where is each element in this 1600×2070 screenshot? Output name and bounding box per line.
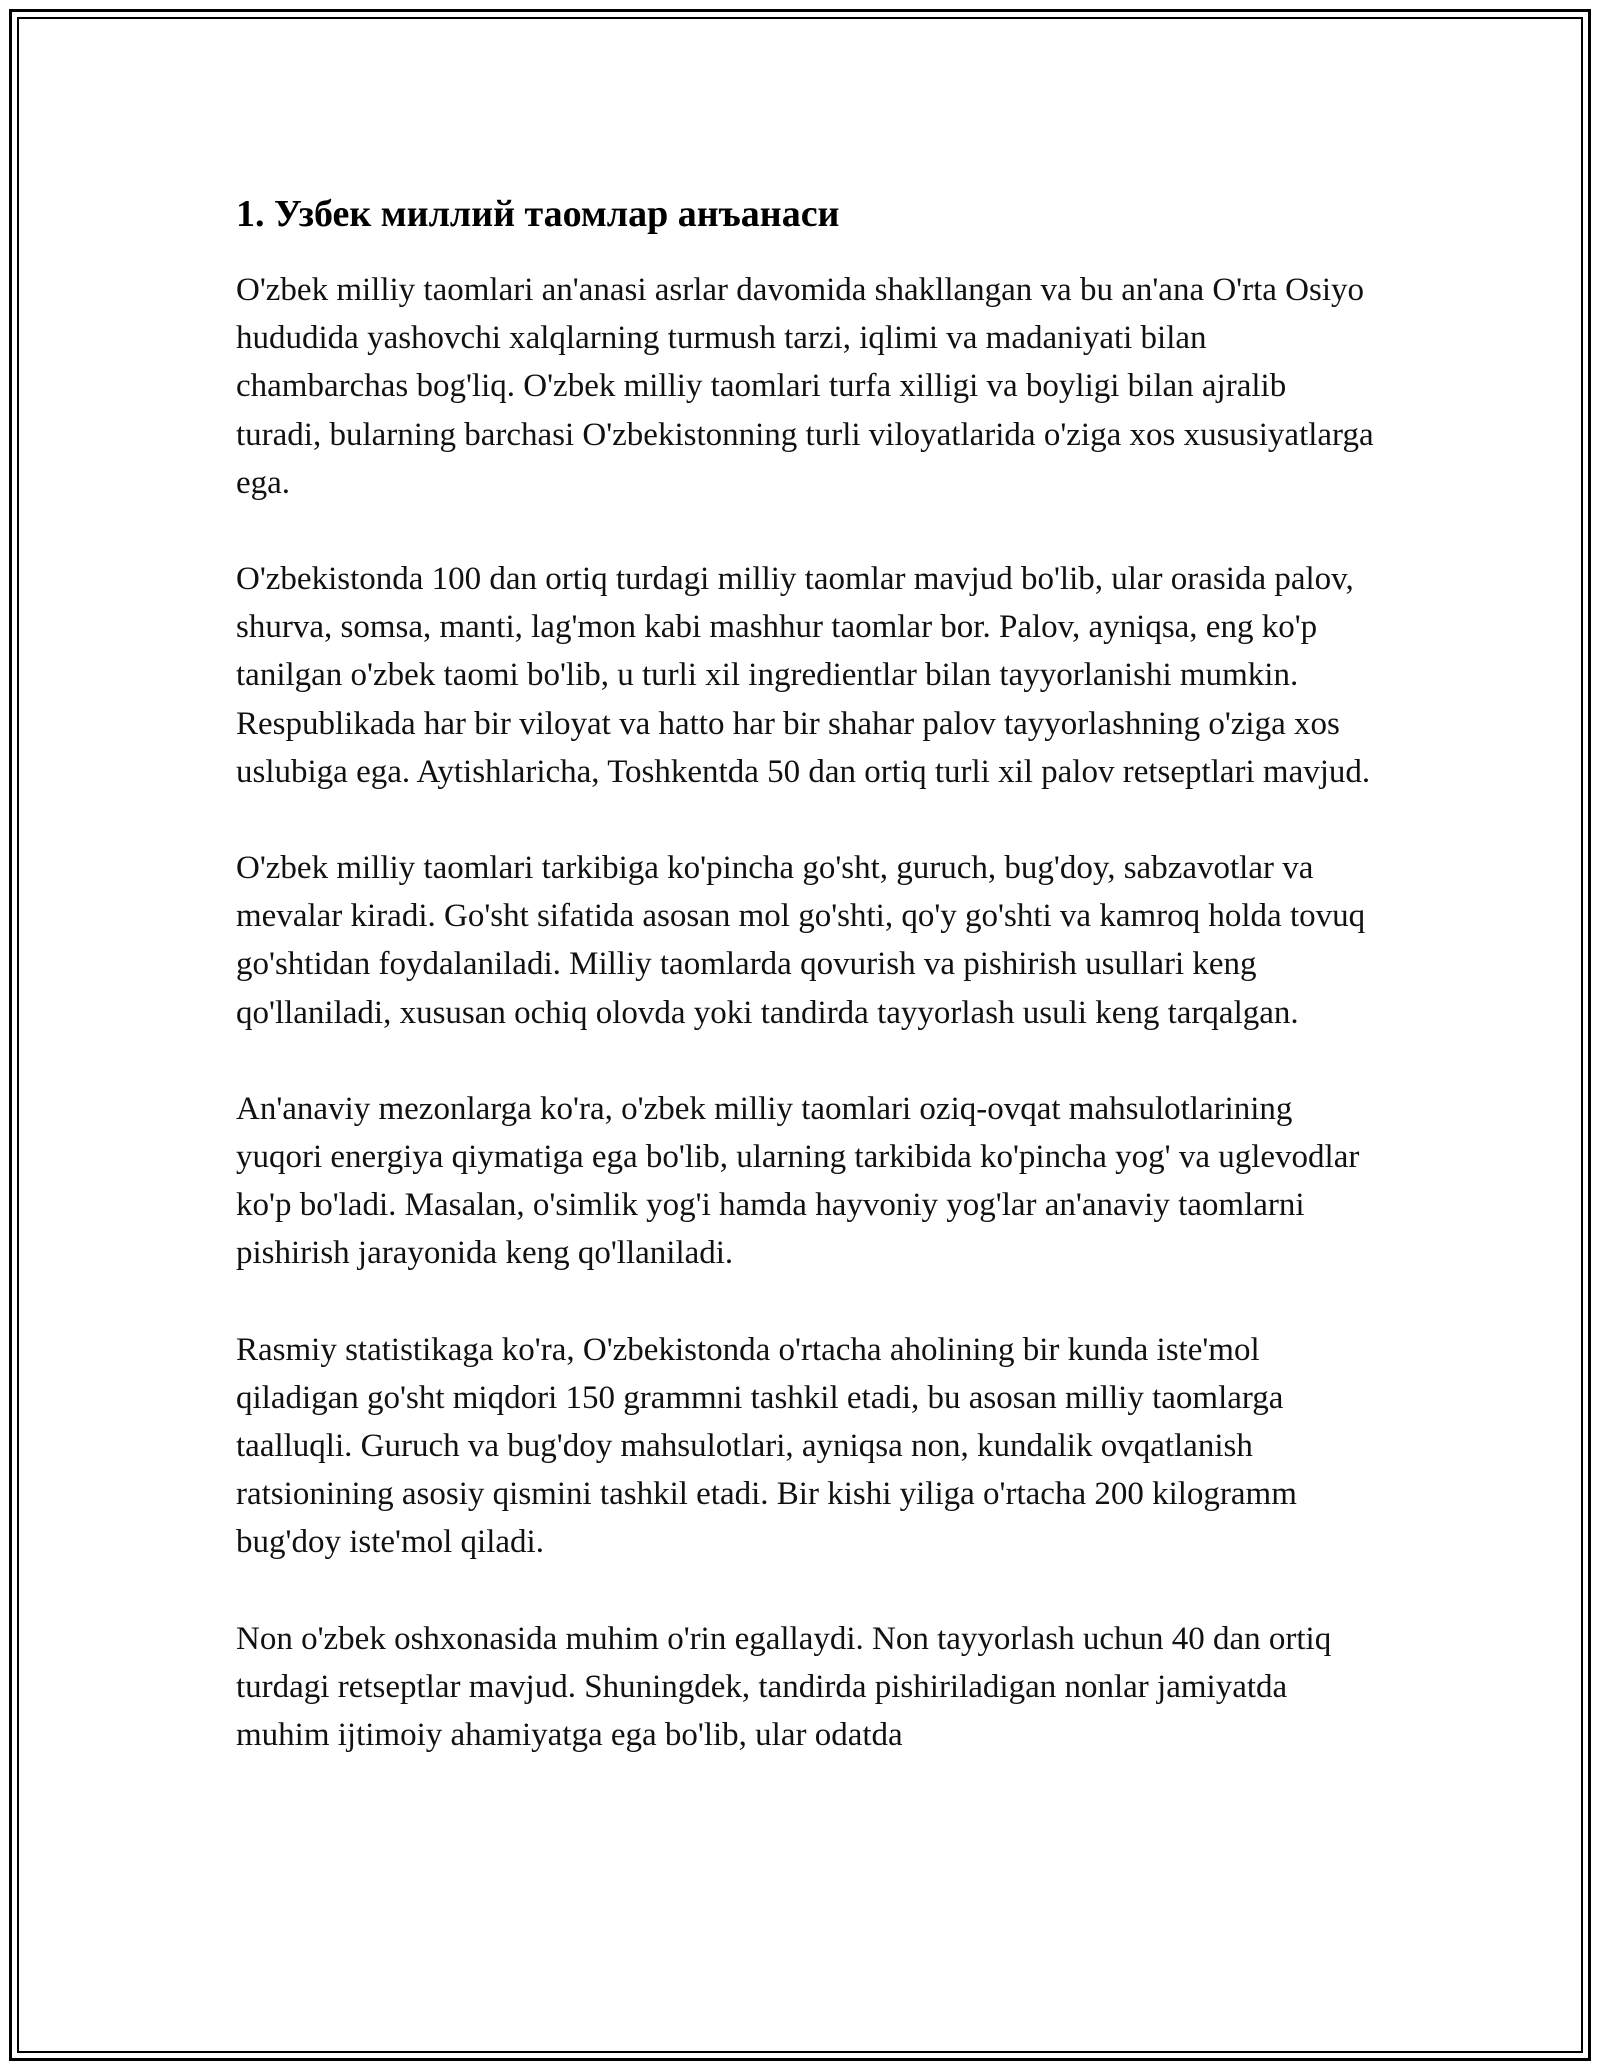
paragraph-6: Non o'zbek oshxonasida muhim o'rin egallaydi. Non tayyorlash uchun 40 dan ortiq turdagi retseptlar mavjud. Shuningdek, tandirda pishiriladigan nonlar jamiyatda muhim ijtimoiy ahamiyatga ega bo'lib, ular odatda (236, 1620, 1332, 1754)
paragraph-4: An'anaviy mezonlarga ko'ra, o'zbek milliy taomlari oziq-ovqat mahsulotlarining yuqori energiya qiymatiga ega bo'lib, ularning tarkibida ko'pincha yog' va uglevodlar ko'p bo'ladi. Masalan, o'simlik yog'i hamda hayvoniy yog'lar an'anaviy taomlarni pishirish jarayonida keng qo'llaniladi. (236, 1090, 1360, 1272)
paragraph-1: O'zbek milliy taomlari an'anasi asrlar davomida shakllangan va bu an'ana O'rta Osiyo hududida yashovchi xalqlarning turmush tarzi, iqlimi va madaniyati bilan chambarchas bog'liq. O'zbek milliy taomlari turfa xilligi va boyligi bilan ajralib turadi, bularning barchasi O'zbekistonning turli viloyatlarida o'ziga xos xususiyatlarga ega. (236, 272, 1374, 501)
paragraph-5: Rasmiy statistikaga ko'ra, O'zbekistonda o'rtacha aholining bir kunda iste'mol qiladigan go'sht miqdori 150 grammni tashkil etadi, bu asosan milliy taomlarga taalluqli. Guruch va bug'doy mahsulotlari, ayniqsa non, kundalik ovqatlanish ratsionining asosiy qismini tashkil etadi. Bir kishi yiliga o'rtacha 200 kilogramm bug'doy iste'mol qiladi. (236, 1331, 1297, 1561)
paragraph-2: O'zbekistonda 100 dan ortiq turdagi milliy taomlar mavjud bo'lib, ular orasida palov, shurva, somsa, manti, lag'mon kabi mashhur taomlar bor. Palov, ayniqsa, eng ko'p tanilgan o'zbek taomi bo'lib, u turli xil ingredientlar bilan tayyorlanishi mumkin. Respublikada har bir viloyat va hatto har bir shahar palov tayyorlashning o'ziga xos uslubiga ega. Aytishlaricha, Toshkentda 50 dan ortiq turli xil palov retseptlari mavjud. (236, 561, 1371, 790)
document-body (236, 188, 1376, 1807)
paragraph-3: O'zbek milliy taomlari tarkibiga ko'pincha go'sht, guruch, bug'doy, sabzavotlar va mevalar kiradi. Go'sht sifatida asosan mol go'shti, qo'y go'shti va kamroq holda tovuq go'shtidan foydalaniladi. Milliy taomlarda qovurish va pishirish usullari keng qo'llaniladi, xususan ochiq olovda yoki tandirda tayyorlash usuli keng tarqalgan. (236, 850, 1366, 1031)
section-heading: 1. Узбек миллий таомлар анъанаси (236, 193, 840, 235)
